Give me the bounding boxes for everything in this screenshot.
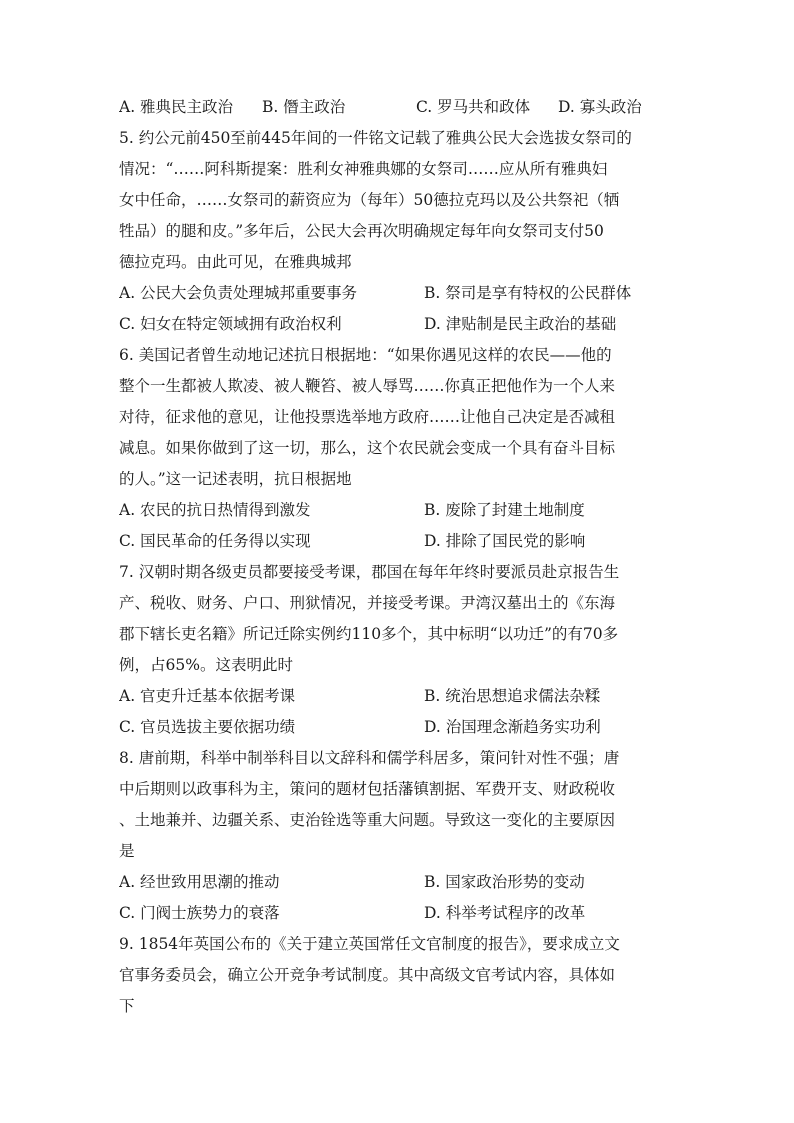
question-stem-line: 整个一生都被人欺凌、被人鞭笞、被人辱骂……你真正把他作为一个人来	[119, 377, 616, 395]
question-stem-line: 对待，征求他的意见，让他投票选举地方政府……让他自己决定是否减租	[119, 408, 616, 426]
q8-option-c: C. 门阀士族势力的衰落	[119, 904, 280, 922]
q7-options-row-1	[119, 681, 675, 712]
q4-options	[119, 92, 675, 123]
q7-option-d: D. 治国理念渐趋务实功利	[424, 718, 601, 736]
q8-option-b: B. 国家政治形势的变动	[424, 873, 585, 891]
q5-options-row-2	[119, 309, 675, 340]
q4-option-a: A. 雅典民主政治	[119, 98, 234, 116]
question-stem-line: 中后期则以政事科为主，策问的题材包括藩镇割据、军费开支、财政税收	[119, 780, 616, 798]
q7-options-row-2	[119, 712, 675, 743]
question-stem-line: 9. 1854年英国公布的《关于建立英国常任文官制度的报告》，要求成立文	[119, 935, 620, 953]
question-stem-line: 产、税收、财务、户口、刑狱情况，并接受考课。尹湾汉墓出土的《东海	[119, 594, 616, 612]
question-stem-line: 、土地兼并、边疆关系、吏治铨选等重大问题。导致这一变化的主要原因	[119, 811, 616, 829]
q6-option-c: C. 国民革命的任务得以实现	[119, 532, 311, 550]
question-stem-line: 情况：“……阿科斯提案：胜利女神雅典娜的女祭司……应从所有雅典妇	[119, 160, 608, 178]
q7-option-b: B. 统治思想追求儒法杂糅	[424, 687, 601, 705]
question-stem-line: 例，占65%。这表明此时	[119, 656, 293, 674]
question-stem-line: 下	[119, 997, 135, 1015]
q6-options-row-2	[119, 526, 675, 557]
question-7	[119, 557, 675, 743]
q7-option-a: A. 官吏升迁基本依据考课	[119, 687, 296, 705]
q5-option-c: C. 妇女在特定领域拥有政治权利	[119, 315, 342, 333]
q4-option-d: D. 寡头政治	[558, 98, 642, 116]
q6-option-a: A. 农民的抗日热情得到激发	[119, 501, 311, 519]
question-stem-line: 是	[119, 842, 135, 860]
q8-options-row-2	[119, 898, 675, 929]
q5-option-b: B. 祭司是享有特权的公民群体	[424, 284, 632, 302]
q4-option-c: C. 罗马共和政体	[416, 98, 531, 116]
question-8	[119, 743, 675, 929]
q5-option-a: A. 公民大会负责处理城邦重要事务	[119, 284, 358, 302]
q8-options-row-1	[119, 867, 675, 898]
question-stem-line: 郡下辖长吏名籍》所记迁除实例约110多个，其中标明“以功迁”的有70多	[119, 625, 619, 643]
question-stem-line: 8. 唐前期，科举中制举科目以文辞科和儒学科居多，策问针对性不强；唐	[119, 749, 620, 767]
exam-page	[119, 92, 675, 1022]
question-stem-line: 的人。”这一记述表明，抗日根据地	[119, 470, 352, 488]
q4-option-b: B. 僭主政治	[262, 98, 346, 116]
q5-options-row-1	[119, 278, 675, 309]
question-stem-line: 5. 约公元前450至前445年间的一件铭文记载了雅典公民大会选拔女祭司的	[119, 129, 632, 147]
question-stem-line: 德拉克玛。由此可见，在雅典城邦	[119, 253, 352, 271]
question-6	[119, 340, 675, 557]
question-stem-line: 牲品）的腿和皮。”多年后，公民大会再次明确规定每年向女祭司支付50	[119, 222, 604, 240]
question-stem-line: 减息。如果你做到了这一切，那么，这个农民就会变成一个具有奋斗目标	[119, 439, 616, 457]
question-5	[119, 123, 675, 340]
question-stem-line: 女中任命，……女祭司的薪资应为（每年）50德拉克玛以及公共祭祀（牺	[119, 191, 620, 209]
q7-option-c: C. 官员选拔主要依据功绩	[119, 718, 296, 736]
q8-option-d: D. 科举考试程序的改革	[424, 904, 586, 922]
q5-option-d: D. 津贴制是民主政治的基础	[424, 315, 617, 333]
question-stem-line: 7. 汉朝时期各级吏员都要接受考课，郡国在每年年终时要派员赴京报告生	[119, 563, 620, 581]
q8-option-a: A. 经世致用思潮的推动	[119, 873, 280, 891]
question-stem-line: 6. 美国记者曾生动地记述抗日根据地：“如果你遇见这样的农民——他的	[119, 346, 612, 364]
q6-option-d: D. 排除了国民党的影响	[424, 532, 586, 550]
question-9	[119, 929, 675, 1022]
q6-option-b: B. 废除了封建土地制度	[424, 501, 585, 519]
question-stem-line: 官事务委员会，确立公开竞争考试制度。其中高级文官考试内容，具体如	[119, 966, 616, 984]
q6-options-row-1	[119, 495, 675, 526]
